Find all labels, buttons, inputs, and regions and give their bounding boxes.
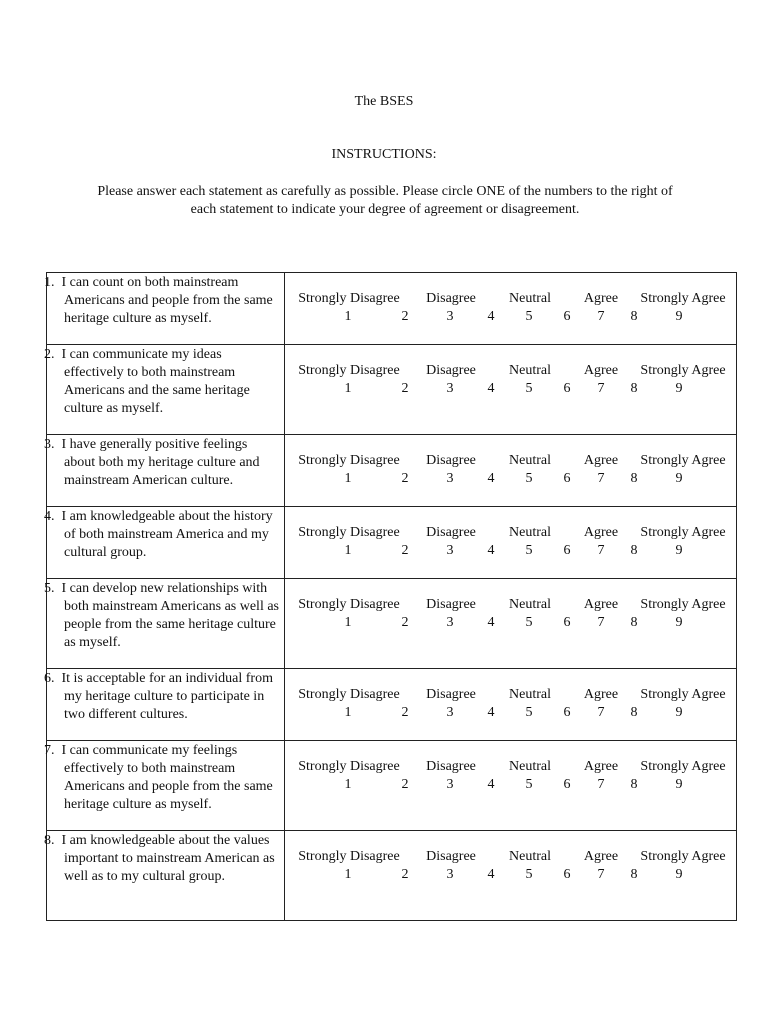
scale-anchor-label: Strongly Disagree	[298, 597, 400, 612]
scale-anchor-label: Disagree	[426, 525, 476, 540]
table-row	[47, 345, 737, 435]
statement-text: I am knowledgeable about the values important to mainstream American as well as to my cultural group.	[61, 833, 275, 884]
scale-option-9[interactable]: 9	[675, 543, 683, 558]
rating-scale	[285, 758, 736, 794]
statement-text: I can develop new relationships with both mainstream Americans as well as people from the same heritage culture as myself.	[61, 581, 279, 650]
scale-anchor-label: Agree	[583, 849, 619, 864]
scale-option-9[interactable]: 9	[675, 705, 683, 720]
scale-option-1[interactable]: 1	[344, 777, 352, 792]
scale-option-4[interactable]: 4	[487, 705, 495, 720]
scale-option-4[interactable]: 4	[487, 615, 495, 630]
scale-option-6[interactable]: 6	[563, 309, 571, 324]
statement-cell	[44, 435, 285, 507]
scale-option-7[interactable]: 7	[597, 615, 605, 630]
scale-option-2[interactable]: 2	[401, 309, 409, 324]
scale-anchor-label: Disagree	[426, 759, 476, 774]
scale-option-7[interactable]: 7	[597, 777, 605, 792]
scale-option-8[interactable]: 8	[630, 705, 638, 720]
scale-anchor-label: Strongly Disagree	[298, 363, 400, 378]
scale-option-3[interactable]: 3	[446, 777, 454, 792]
scale-option-7[interactable]: 7	[597, 471, 605, 486]
scale-option-1[interactable]: 1	[344, 471, 352, 486]
statement-cell	[44, 669, 285, 741]
scale-anchor-label: Agree	[583, 363, 619, 378]
item-number: 4.	[44, 509, 55, 524]
scale-anchor-label: Strongly Disagree	[298, 849, 400, 864]
scale-anchor-label: Neutral	[509, 849, 551, 864]
rating-scale	[285, 848, 736, 884]
item-number: 8.	[44, 833, 55, 848]
scale-option-8[interactable]: 8	[630, 615, 638, 630]
scale-anchor-label: Strongly Disagree	[298, 291, 400, 306]
rating-scale	[285, 524, 736, 560]
scale-option-5[interactable]: 5	[525, 543, 533, 558]
scale-option-2[interactable]: 2	[401, 867, 409, 882]
scale-option-8[interactable]: 8	[630, 543, 638, 558]
scale-anchor-label: Strongly Disagree	[298, 453, 400, 468]
rating-scale	[285, 596, 736, 632]
scale-anchor-label: Neutral	[509, 759, 551, 774]
scale-option-3[interactable]: 3	[446, 471, 454, 486]
items-body	[44, 273, 737, 921]
scale-option-2[interactable]: 2	[401, 471, 409, 486]
statement	[44, 669, 284, 728]
scale-option-1[interactable]: 1	[344, 705, 352, 720]
table-row	[47, 831, 737, 921]
scale-option-1[interactable]: 1	[344, 615, 352, 630]
item-number: 7.	[44, 743, 55, 758]
scale-anchor-label: Strongly Agree	[640, 291, 726, 306]
scale-anchor-label: Strongly Agree	[640, 687, 726, 702]
scale-option-5[interactable]: 5	[525, 615, 533, 630]
scale-anchor-label: Disagree	[426, 597, 476, 612]
scale-anchor-label: Strongly Agree	[640, 849, 726, 864]
scale-anchor-label: Agree	[583, 597, 619, 612]
table-row	[47, 273, 737, 345]
scale-anchor-label: Strongly Disagree	[298, 759, 400, 774]
scale-option-4[interactable]: 4	[487, 543, 495, 558]
scale-option-2[interactable]: 2	[401, 615, 409, 630]
statement	[44, 507, 284, 566]
scale-option-2[interactable]: 2	[401, 543, 409, 558]
scale-option-3[interactable]: 3	[446, 867, 454, 882]
scale-anchor-label: Disagree	[426, 687, 476, 702]
item-number: 1.	[44, 275, 55, 290]
statement-text: I can count on both mainstream Americans and people from the same heritage culture as myself.	[61, 275, 273, 326]
scale-option-8[interactable]: 8	[630, 867, 638, 882]
rating-scale-cell	[285, 669, 737, 741]
scale-option-3[interactable]: 3	[446, 543, 454, 558]
scale-option-9[interactable]: 9	[675, 471, 683, 486]
rating-scale	[285, 290, 736, 326]
statement	[44, 435, 284, 494]
scale-anchor-label: Neutral	[509, 597, 551, 612]
statement	[44, 831, 284, 890]
statement-cell	[44, 831, 285, 921]
scale-option-1[interactable]: 1	[344, 381, 352, 396]
scale-option-1[interactable]: 1	[344, 309, 352, 324]
scale-option-9[interactable]: 9	[675, 615, 683, 630]
scale-anchor-label: Agree	[583, 525, 619, 540]
scale-option-6[interactable]: 6	[563, 471, 571, 486]
scale-option-5[interactable]: 5	[525, 471, 533, 486]
instructions-heading: INSTRUCTIONS:	[331, 147, 437, 162]
table-row	[47, 579, 737, 669]
rating-scale	[285, 362, 736, 398]
rating-scale	[285, 452, 736, 488]
scale-option-4[interactable]: 4	[487, 867, 495, 882]
scale-option-5[interactable]: 5	[525, 777, 533, 792]
scale-anchor-label: Strongly Agree	[640, 597, 726, 612]
statement-cell	[44, 273, 285, 345]
scale-anchor-label: Neutral	[509, 453, 551, 468]
scale-option-6[interactable]: 6	[563, 615, 571, 630]
scale-option-3[interactable]: 3	[446, 381, 454, 396]
table-row	[47, 507, 737, 579]
scale-option-3[interactable]: 3	[446, 705, 454, 720]
statement-text: I have generally positive feelings about both my heritage culture and mainstream American culture.	[61, 437, 260, 488]
scale-option-2[interactable]: 2	[401, 777, 409, 792]
item-number: 2.	[44, 347, 55, 362]
scale-anchor-label: Neutral	[509, 363, 551, 378]
statement-text: I can communicate my feelings effectively to both mainstream Americans and people from the same heritage culture as myself.	[61, 743, 273, 812]
scale-option-6[interactable]: 6	[563, 705, 571, 720]
scale-anchor-label: Strongly Disagree	[298, 687, 400, 702]
scale-option-9[interactable]: 9	[675, 381, 683, 396]
scale-anchor-label: Agree	[583, 453, 619, 468]
scale-option-3[interactable]: 3	[446, 615, 454, 630]
scale-anchor-label: Disagree	[426, 453, 476, 468]
statement-cell	[44, 741, 285, 831]
rating-scale-table	[46, 272, 737, 921]
scale-option-3[interactable]: 3	[446, 309, 454, 324]
rating-scale-cell	[285, 435, 737, 507]
scale-anchor-label: Strongly Agree	[640, 759, 726, 774]
scale-option-8[interactable]: 8	[630, 777, 638, 792]
scale-option-8[interactable]: 8	[630, 471, 638, 486]
statement	[44, 741, 284, 818]
scale-option-4[interactable]: 4	[487, 471, 495, 486]
scale-option-4[interactable]: 4	[487, 381, 495, 396]
scale-anchor-label: Neutral	[509, 525, 551, 540]
statement-cell	[44, 507, 285, 579]
scale-option-5[interactable]: 5	[525, 309, 533, 324]
statement-text: I can communicate my ideas effectively to both mainstream Americans and the same heritage culture as myself.	[61, 347, 250, 416]
item-number: 5.	[44, 581, 55, 596]
scale-anchor-label: Agree	[583, 759, 619, 774]
statement-text: I am knowledgeable about the history of both mainstream America and my cultural group.	[61, 509, 273, 560]
scale-anchor-label: Disagree	[426, 849, 476, 864]
scale-option-1[interactable]: 1	[344, 543, 352, 558]
scale-anchor-label: Agree	[583, 687, 619, 702]
rating-scale-cell	[285, 507, 737, 579]
rating-scale-cell	[285, 273, 737, 345]
item-number: 6.	[44, 671, 55, 686]
scale-option-6[interactable]: 6	[563, 867, 571, 882]
scale-anchor-label: Neutral	[509, 687, 551, 702]
scale-option-5[interactable]: 5	[525, 867, 533, 882]
scale-option-7[interactable]: 7	[597, 543, 605, 558]
rating-scale-cell	[285, 579, 737, 669]
rating-scale	[285, 686, 736, 722]
scale-option-7[interactable]: 7	[597, 309, 605, 324]
rating-scale-cell	[285, 741, 737, 831]
scale-option-9[interactable]: 9	[675, 309, 683, 324]
table-row	[47, 435, 737, 507]
scale-option-8[interactable]: 8	[630, 309, 638, 324]
instructions-text: Please answer each statement as carefully as possible. Please circle ONE of the numbers to the right of each statement to indicate your degree of agreement or disagreement.	[97, 184, 673, 217]
scale-option-5[interactable]: 5	[525, 381, 533, 396]
statement	[44, 345, 284, 422]
scale-option-8[interactable]: 8	[630, 381, 638, 396]
scale-option-2[interactable]: 2	[401, 381, 409, 396]
statement	[44, 273, 284, 332]
item-number: 3.	[44, 437, 55, 452]
table-row	[47, 669, 737, 741]
statement-cell	[44, 345, 285, 435]
scale-anchor-label: Disagree	[426, 363, 476, 378]
scale-anchor-label: Strongly Disagree	[298, 525, 400, 540]
scale-option-4[interactable]: 4	[487, 309, 495, 324]
table-row	[47, 741, 737, 831]
statement-cell	[44, 579, 285, 669]
scale-anchor-label: Agree	[583, 291, 619, 306]
scale-option-9[interactable]: 9	[675, 867, 683, 882]
scale-option-5[interactable]: 5	[525, 705, 533, 720]
scale-option-9[interactable]: 9	[675, 777, 683, 792]
rating-scale-cell	[285, 831, 737, 921]
scale-anchor-label: Neutral	[509, 291, 551, 306]
document-title: The BSES	[354, 94, 414, 109]
scale-option-1[interactable]: 1	[344, 867, 352, 882]
scale-anchor-label: Strongly Agree	[640, 525, 726, 540]
statement-text: It is acceptable for an individual from my heritage culture to participate in two different cultures.	[61, 671, 273, 722]
scale-option-6[interactable]: 6	[563, 777, 571, 792]
scale-anchor-label: Strongly Agree	[640, 453, 726, 468]
scale-option-2[interactable]: 2	[401, 705, 409, 720]
scale-anchor-label: Strongly Agree	[640, 363, 726, 378]
scale-option-7[interactable]: 7	[597, 705, 605, 720]
statement	[44, 579, 284, 656]
scale-anchor-label: Disagree	[426, 291, 476, 306]
scale-option-6[interactable]: 6	[563, 543, 571, 558]
scale-option-7[interactable]: 7	[597, 867, 605, 882]
scale-option-7[interactable]: 7	[597, 381, 605, 396]
scale-option-4[interactable]: 4	[487, 777, 495, 792]
scale-option-6[interactable]: 6	[563, 381, 571, 396]
rating-scale-cell	[285, 345, 737, 435]
